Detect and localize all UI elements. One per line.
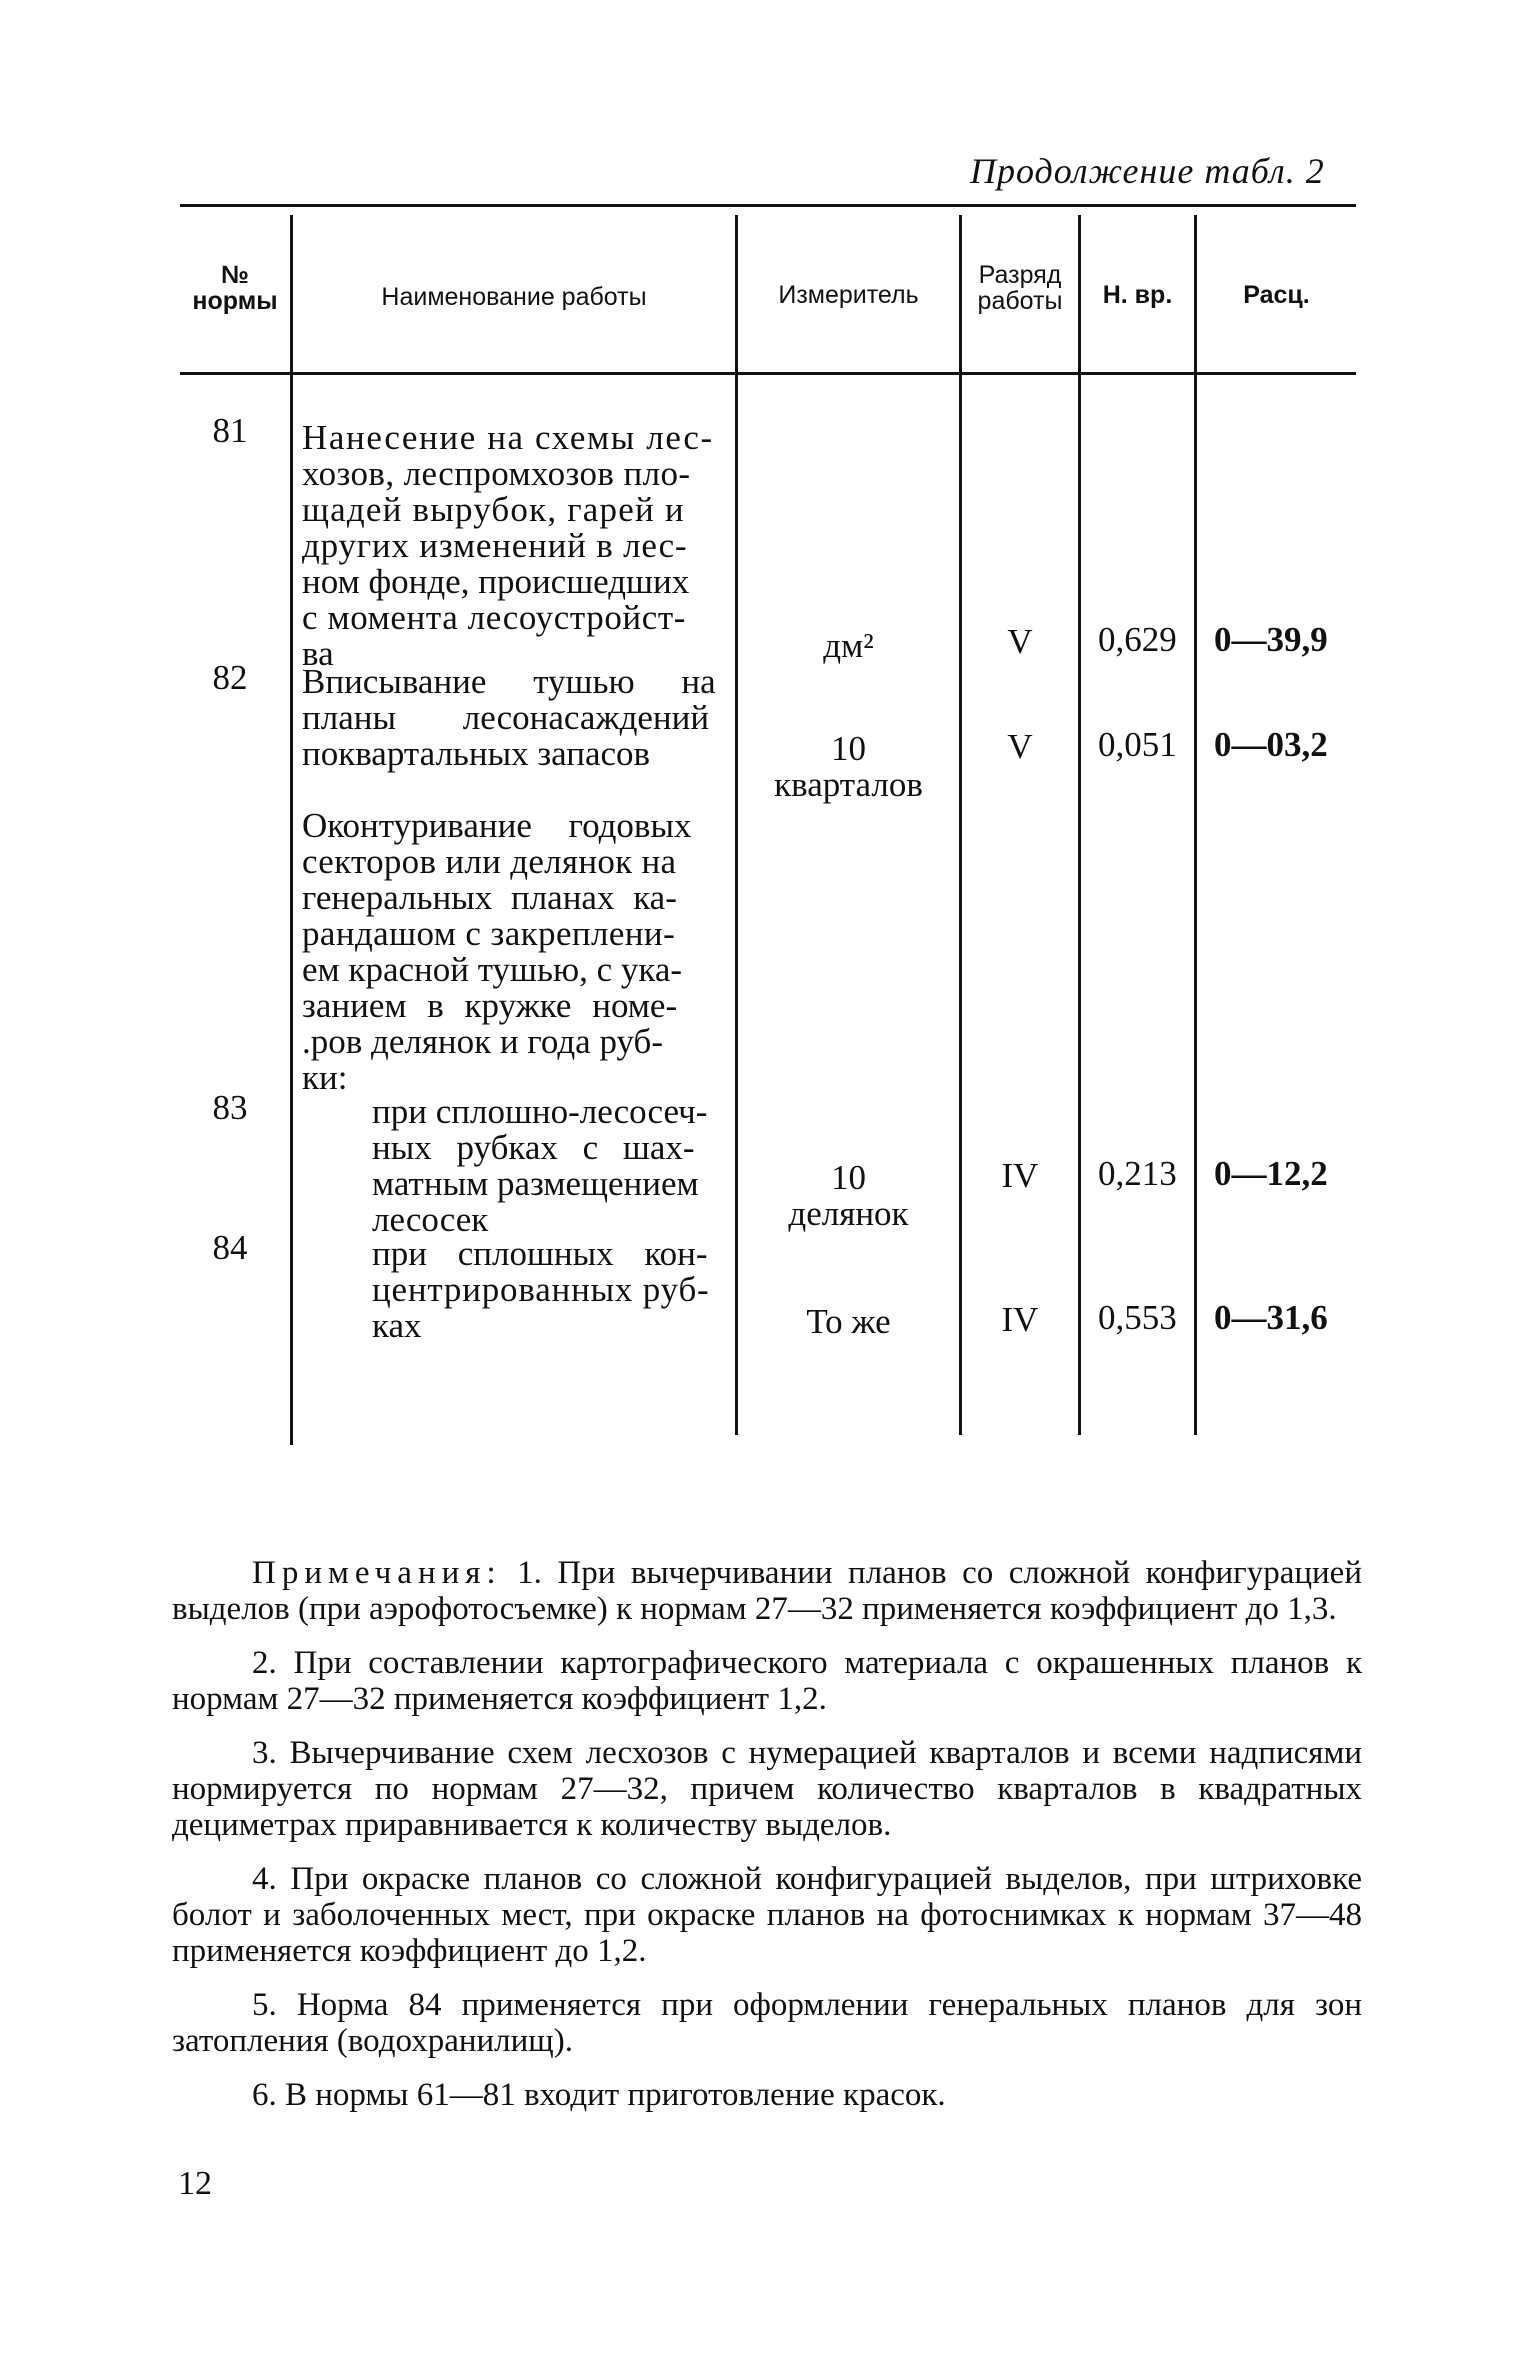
desc-line: ки: (302, 1058, 348, 1097)
header-work-name: Наименование работы (381, 283, 647, 311)
row-81-time: 0,629 (1098, 620, 1177, 659)
row-83-grade: IV (1001, 1156, 1039, 1195)
row-81-number: 81 (212, 411, 248, 450)
header-norm-number-line1: № (221, 261, 249, 289)
header-norm-number-line2: нормы (192, 287, 278, 316)
row-82-unit-label: кварталов (774, 765, 923, 804)
row-82-time: 0,051 (1098, 725, 1177, 764)
note-1 (172, 1555, 1362, 1627)
desc-line: ва (302, 634, 334, 673)
row-84-unit: То же (806, 1302, 891, 1341)
desc-line: планы лесонасаждений (302, 698, 710, 737)
row-82-grade: V (1007, 727, 1033, 766)
note-2: 2. При составлении картографического материала с окрашенных планов к нормам 27—32 применяется коэффициент 1,2. (172, 1645, 1362, 1717)
table-top-rule (180, 204, 1356, 207)
header-grade-line1: Разряд (978, 261, 1062, 289)
note-6: 6. В нормы 61—81 входит приготовление красок. (252, 2077, 946, 2113)
desc-line: других изменений в лес- (302, 526, 688, 565)
header-rate: Расц. (1243, 281, 1310, 309)
row-83-number: 83 (212, 1088, 248, 1127)
desc-line: Вписывание тушью на (302, 662, 716, 701)
header-grade (962, 262, 1078, 315)
row-82-number: 82 (212, 658, 248, 697)
row-84-description (372, 1236, 734, 1344)
row-81-rate: 0—39,9 (1214, 620, 1328, 659)
row-82-unit (738, 731, 959, 803)
desc-line: с момента лесоустройст- (302, 598, 687, 637)
row-83-description (372, 1094, 734, 1238)
desc-line: при сплошных кон- (372, 1234, 708, 1273)
row-83-rate: 0—12,2 (1214, 1154, 1328, 1193)
header-grade-line2: работы (977, 287, 1063, 316)
desc-line: ем красной тушью, с ука- (302, 950, 683, 989)
note-3: 3. Вычерчивание схем лесхозов с нумерацией кварталов и всеми надписями нормируется по нормам 27—32, причем количество кварталов в квадратных дециметрах приравнивается к количеству выделов. (172, 1735, 1362, 1843)
header-unit: Измеритель (778, 281, 919, 309)
note-4: 4. При окраске планов со сложной конфигурацией выделов, при штриховке болот и заболоченных мест, при окраске планов на фотоснимках к нормам 37—48 применяется коэффициент до 1,2. (172, 1861, 1362, 1969)
column-divider-5 (1194, 215, 1197, 1435)
notes-label: Примечания: (252, 1555, 502, 1591)
table-caption: Продолжение табл. 2 (970, 151, 1325, 191)
desc-line: Нанесение на схемы лес- (302, 418, 714, 457)
column-divider-1 (290, 215, 293, 1445)
row-83-unit-value: 10 (831, 1158, 866, 1197)
desc-line: щадей вырубок, гарей и (302, 490, 685, 529)
desc-line: ном фонде, происшедших (302, 562, 690, 601)
table-header-rule (180, 372, 1356, 375)
desc-line: лесосек (372, 1200, 489, 1239)
row-81-grade: V (1007, 622, 1033, 661)
row-84-rate: 0—31,6 (1214, 1298, 1328, 1337)
row-82-unit-value: 10 (831, 729, 866, 768)
desc-line: при сплошно-лесосеч- (372, 1092, 708, 1131)
row-83-unit-label: делянок (788, 1194, 909, 1233)
desc-line: секторов или делянок на (302, 842, 677, 881)
desc-line: матным размещением (372, 1164, 699, 1203)
desc-line: ках (372, 1306, 422, 1345)
row-83-unit (738, 1160, 959, 1232)
desc-line: занием в кружке номе- (302, 986, 678, 1025)
row-84-number: 84 (212, 1228, 248, 1267)
row-81-description (302, 420, 734, 672)
header-time-norm: Н. вр. (1102, 281, 1173, 309)
group-description (302, 808, 734, 1096)
column-divider-3 (959, 215, 962, 1435)
desc-line: рандашом с закреплени- (302, 914, 676, 953)
desc-line: генеральных планах ка- (302, 878, 677, 917)
column-divider-2 (735, 215, 738, 1435)
desc-line: .ров делянок и года руб- (302, 1022, 664, 1061)
desc-line: хозов, леспромхозов пло- (302, 454, 691, 493)
desc-line: поквартальных запасов (302, 734, 651, 773)
notes-section (172, 1555, 1362, 2113)
desc-line: Оконтуривание годовых (302, 806, 692, 845)
row-84-grade: IV (1001, 1300, 1039, 1339)
row-81-unit: дм² (823, 626, 874, 665)
note-1-text: 1. При вычерчивании планов со сложной конфигурацией выделов (при аэрофотосъемке) к нормам 27—32 применяется коэффициент до 1,3. (172, 1555, 1362, 1627)
row-84-time: 0,553 (1098, 1298, 1177, 1337)
note-5: 5. Норма 84 применяется при оформлении генеральных планов для зон затопления (водохранилищ). (172, 1987, 1362, 2059)
row-83-time: 0,213 (1098, 1154, 1177, 1193)
page-number: 12 (178, 2165, 212, 2202)
desc-line: ных рубках с шах- (372, 1128, 695, 1167)
row-82-rate: 0—03,2 (1214, 725, 1328, 764)
column-divider-4 (1078, 215, 1081, 1435)
row-82-description (302, 664, 734, 772)
header-norm-number (180, 262, 290, 315)
desc-line: центрированных руб- (372, 1270, 710, 1309)
